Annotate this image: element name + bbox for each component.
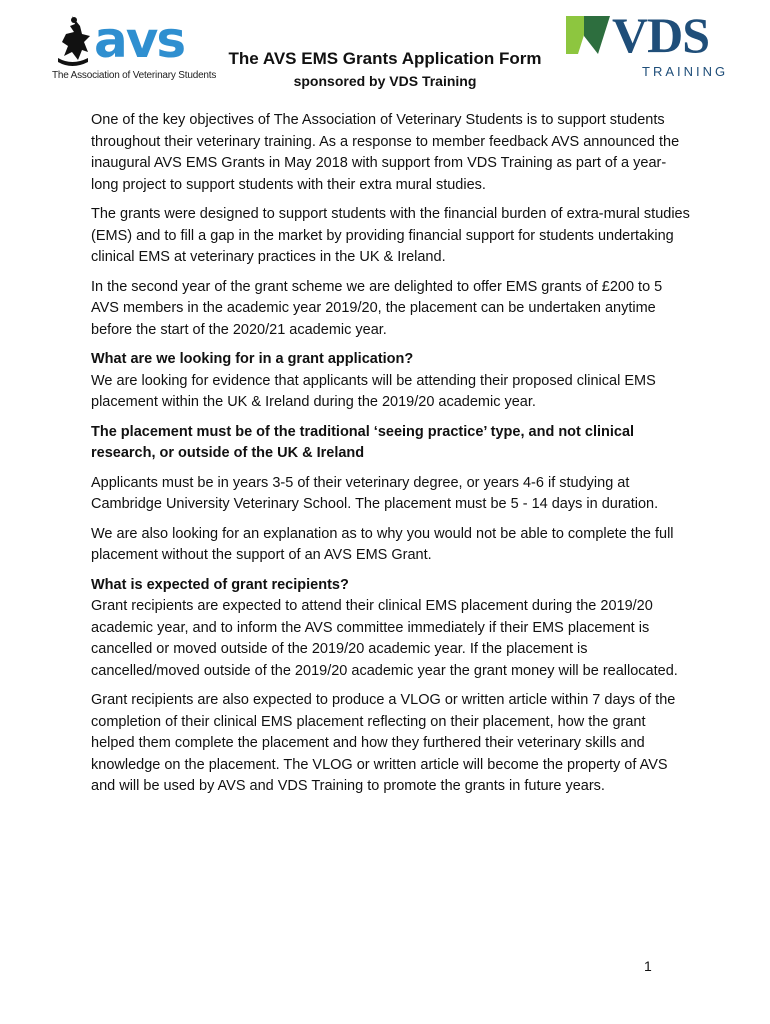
evidence-paragraph: We are looking for evidence that applicants will be attending their proposed clinical EMS placement within the UK & Ireland during the 2019/20 academic year. — [91, 372, 656, 410]
eligibility-paragraph: Applicants must be in years 3-5 of their veterinary degree, or years 4-6 if studying at Cambridge University Veterinary School. The placement must be 5 - 14 days in duration. — [91, 474, 659, 512]
grant-offer-paragraph: In the second year of the grant scheme we are delighted to offer EMS grants of £200 to 5 AVS members in the academic year 2019/20, the placement can be undertaken anytime before the start of the 2020/21 academic year. — [91, 278, 663, 338]
placement-requirement-note: The placement must be of the traditional ‘seeing practice’ type, and not clinical research, or outside of the UK & Ireland — [91, 423, 635, 461]
grants-purpose-paragraph: The grants were designed to support students with the financial burden of extra-mural studies (EMS) and to fill a gap in the market by providing financial support for students undertaking clinical EMS at veterinary practices in the UK & Ireland. — [91, 206, 690, 265]
page-subtitle: sponsored by VDS Training — [293, 73, 477, 89]
avs-logo-subtext: The Association of Veterinary Students — [52, 70, 217, 81]
page-title: The AVS EMS Grants Application Form — [228, 49, 542, 68]
page-number: 1 — [644, 958, 652, 974]
intro-paragraph: One of the key objectives of The Association of Veterinary Students is to support students throughout their veterinary training. As a response to member feedback AVS announced the inaugural AVS EMS Grants in May 2018 with support from VDS Training as part of a year-long project to support students with their extra mural studies. — [91, 112, 680, 193]
vds-logo-subtext: TRAINING — [642, 64, 729, 79]
document-body — [91, 110, 691, 806]
section-heading-expectations: What is expected of grant recipients? — [91, 576, 349, 593]
vds-wordmark: VDS — [612, 7, 710, 63]
explanation-paragraph: We are also looking for an explanation as to why you would not be able to complete the full placement without the support of an AVS EMS Grant. — [91, 525, 674, 563]
attendance-paragraph: Grant recipients are expected to attend their clinical EMS placement during the 2019/20 academic year, and to inform the AVS committee immediately if their EMS placement is cancelled or moved outside of the 2019/20 academic year. If the placement is cancelled/moved outside of the 2019/20 academic year the grant money will be reallocated. — [91, 598, 678, 679]
section-heading-looking-for: What are we looking for in a grant application? — [91, 351, 414, 367]
avs-wordmark: avs — [94, 11, 185, 69]
vds-logo — [566, 7, 732, 80]
vlog-paragraph: Grant recipients are also expected to produce a VLOG or written article within 7 days of the completion of their clinical EMS placement reflecting on their placement, how the grant helped them complete the placement and how they furthered their veterinary skills and knowledge on the placement. The VLOG or written article will become the property of AVS and will be used by AVS and VDS Training to promote the grants in future years. — [91, 692, 676, 794]
